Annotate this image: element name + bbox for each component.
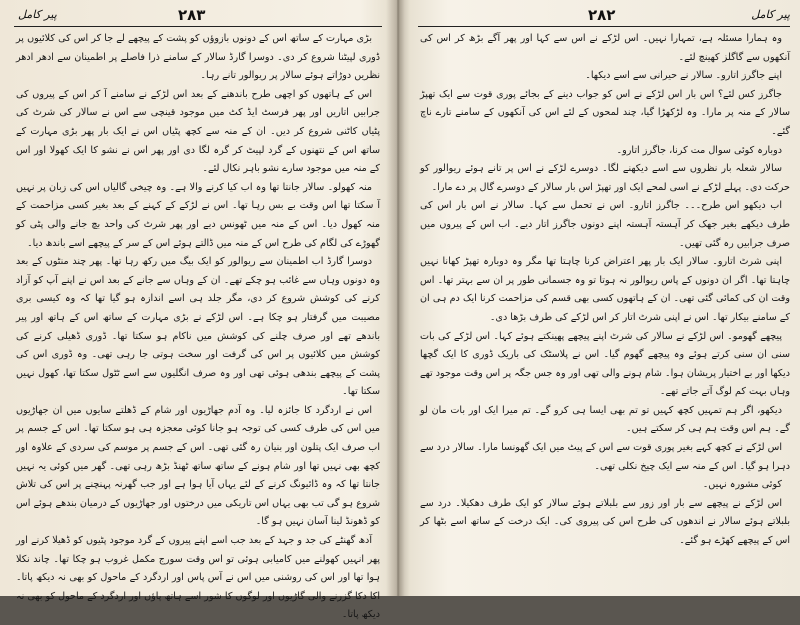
right-page-body <box>420 30 790 590</box>
left-running-header <box>18 6 378 26</box>
right-page-number: ۲۸۲ <box>588 6 616 24</box>
right-paragraph-4: دوبارہ کوئی سوال مت کرنا، جاگرز اتارو۔ <box>616 144 782 156</box>
left-paragraph-6: آدھ گھنٹے کی جد و جہد کے بعد جب اسے اپنے پیروں کے گرد موجود پٹیوں کو ڈھیلا کرنے اور پھر انہیں کھولنے میں کامیابی ہوئی تو اس وقت سورج مکمل غروب ہو چکا تھا۔ چاند نکلا ہوا تھا اور اس کی روشنی میں اس نے آس پاس اور اردگرد کے ماحول کو بھی نہ دیکھ پاتا۔ اکا دکا گزرنے والی گاڑیوں اور لوگوں کا شور اسے ہاتھ پاؤں اور اردگرد کے ماحول کو بھی نہ دیکھ پاتا۔ <box>16 535 380 621</box>
left-header-rule <box>14 26 382 27</box>
right-book-title: پیر کامل <box>751 8 790 21</box>
right-paragraph-10: اس لڑکے نے کچھ کہے بغیر پوری قوت سے اس کے پیٹ میں ایک گھونسا مارا۔ سالار درد سے دہرا ہو گیا۔ اس کے منہ سے ایک چیخ نکلی تھی۔ <box>420 442 790 472</box>
right-running-header <box>418 6 790 26</box>
right-paragraph-2: اپنے جاگرز اتارو۔ سالار نے حیرانی سے اسے دیکھا۔ <box>585 70 782 82</box>
left-page-body <box>16 30 380 621</box>
right-paragraph-7: اپنی شرٹ اتارو۔ سالار ایک بار پھر اعتراض کرنا چاہتا تھا مگر وہ دوبارہ تھپڑ کھانا نہیں چاہتا تھا۔ اگر ان دونوں کے پاس ریوالور نہ ہوتا تو وہ جسمانی طور پر ان سے بہتر تھا۔ اس وقت ان کی کمائی گئی تھی۔ ان کے ہاتھوں کسی بھی قسم کی مزاحمت کرنا ایک دم ہی ان کے سامنے بیکار تھا۔ اس نے اپنی شرٹ اتار کر اس لڑکے کی طرف بڑھا دی۔ <box>420 256 790 323</box>
right-paragraph-9: دیکھو، اگر ہم تمہیں کچھ کہیں تو تم بھی ایسا ہی کرو گے۔ تم میرا ایک اور بات مان لو گے۔ ہم اس وقت ہم ہی کر سکتے ہیں۔ <box>420 404 790 435</box>
left-paragraph-2: اس کے ہاتھوں کو اچھی طرح باندھنے کے بعد اس لڑکے نے سامنے آ کر اس کے پیروں کی جرابیں اتاریں اور پھر فرسٹ ایڈ کٹ میں موجود قینچی سے اس نے سالار کی شرٹ کی پٹیاں کاٹنی شروع کر دیں۔ ان کے منہ سے کچھ پٹیاں اس نے ایک بار پھر بڑی مہارت کے ساتھ اس کے نتھنوں کے گرد لپیٹ کر گرہ لگا دی اور پھر اس نے نشو کا ایک کھولا اور اس کے منہ میں موجود سارے نشو باہر نکال لئے۔ <box>16 88 380 175</box>
right-paragraph-1: وہ ہمارا مسئلہ ہے، تمہارا نہیں۔ اس لڑکے نے اس سے کہا اور پھر آگے بڑھ کر اس کی آنکھوں سے گاگلز کھینچ لئے۔ <box>420 33 790 63</box>
right-paragraph-6: اب دیکھو اس طرح۔۔۔ جاگرز اتارو۔ اس نے تحمل سے کہا۔ سالار نے اس بار اس کی طرف دیکھے بغیر جھک کر آہستہ آہستہ اپنے دونوں جاگرز اتار دیے۔ اب اس کے پیروں میں صرف جرابیں رہ گئی تھیں۔ <box>420 200 790 249</box>
right-page <box>404 0 800 596</box>
right-paragraph-11: کوئی مشورہ نہیں۔ <box>702 479 782 491</box>
right-paragraph-5: سالار شعلہ بار نظروں سے اسے دیکھنے لگا۔ دوسرے لڑکے نے اس پر تانے ہوئے ریوالور کو حرکت دی۔ پہلے لڑکے نے اسی لمحے ایک اور تھپڑ اس بار سالار کے دوسرے گال پر دے مارا۔ <box>420 163 790 193</box>
left-paragraph-3: منہ کھولو۔ سالار جانتا تھا وہ اب کیا کرنے والا ہے۔ وہ چیخی گالیاں اس کی زبان پر نہیں آ سکتا تھا اس وقت بے بس رہا تھا۔ اس نے لڑکے کے کہنے کے بعد بغیر کسی مزاحمت کے منہ کھول دیا۔ اس کے منہ میں ٹھونس دیے اور پھر شرٹ کی واحد بچ جانے والی پٹی کو گھوڑے کی لگام کی طرح اس کے منہ میں ڈالتے ہوئے اس کے سر کے پیچھے اسے باندھ دیا۔ <box>16 181 380 249</box>
right-paragraph-3: جاگرز کس لئے؟ اس بار اس لڑکے نے اس کو جواب دینے کے بجائے پوری قوت سے ایک تھپڑ سالار کے منہ پر مارا۔ وہ لڑکھڑا گیا، چند لمحوں کے لئے اس کی آنکھوں کے سامنے تارے ناچ گئے۔ <box>420 88 790 137</box>
left-page-number: ۲۸۳ <box>178 6 206 24</box>
left-paragraph-4: دوسرا گارڈ اب اطمینان سے ریوالور کو ایک بیگ میں رکھ رہا تھا۔ پھر چند منٹوں کے بعد وہ دونوں وہاں سے غائب ہو چکے تھے۔ ان کے وہاں سے جانے کے بعد اس نے اپنے آپ کو آزاد کرنے کی کوشش شروع کر دی، مگر جلد ہی اسے اندازہ ہو گیا تھا کہ وہ کیسی بری مصیبت میں گرفتار ہو چکا ہے۔ اس لڑکے نے بڑی مہارت کے ساتھ اس کے ہاتھ اور پیر باندھے تھے اور صرف چلنے کی کوشش میں ناکام ہو سکتا تھا۔ ڈوری ڈھیلی کرنے کی کوشش میں کلائیوں پر اس کی گرفت اور سخت ہوتی جا رہی تھی۔ وہ ڈوری اس کی پشت کے پیچھے بندھی ہوئی تھی اور وہ صرف انگلیوں سے اسے ٹٹول سکتا تھا، کھول نہیں سکتا تھا۔ <box>16 256 380 398</box>
left-book-title: پیر کامل <box>18 8 57 21</box>
right-header-rule <box>418 26 790 27</box>
left-paragraph-1: بڑی مہارت کے ساتھ اس کے دونوں بازوؤں کو پشت کے پیچھے لے جا کر اس کی کلائیوں پر ڈوری لپیٹنا شروع کر دی۔ دوسرا گارڈ سالار کے سامنے ذرا فاصلے پر اطمینان سے ادھر ادھر نظریں دوڑاتے ہوئے سالار پر ریوالور تانے رہا۔ <box>16 33 380 82</box>
right-paragraph-8: پیچھے گھومو۔ اس لڑکے نے سالار کی شرٹ اپنے پیچھے پھینکتے ہوئے کہا۔ اس لڑکے کی بات سنی ان سنی کرتے ہوئے وہ پیچھے گھوم گیا۔ اس نے پلاسٹک کی باریک ڈوری کا ایک گچھا دیکھا اور بے اختیار پریشان ہوا۔ شام ہونے والی تھی اور وہ جس جگہ پر اس وقت موجود تھے وہاں بہت کم لوگ آتے جاتے تھے۔ <box>420 330 790 398</box>
right-paragraph-12: اس لڑکے نے پیچھے سے بار اور زور سے بلبلاتے ہوئے سالار کو ایک طرف دھکیلا۔ درد سے بلبلاتے ہوئے سالار نے اندھوں کی طرح اس کی پیروی کی۔ ایک درخت کے ساتھ اسے بٹھا کر اس کے پیچھے کھڑے ہو گئے۔ <box>420 497 790 547</box>
left-page <box>0 0 392 621</box>
left-paragraph-5: اس نے اردگرد کا جائزہ لیا۔ وہ آدم جھاڑیوں اور شام کے ڈھلتے سایوں میں ان جھاڑیوں میں اس کی طرف کسی کی توجہ ہو جانا کوئی معجزہ ہی ہو سکتا تھا۔ اس کے جسم پر اب صرف ایک پتلون اور بنیان رہ گئی تھی۔ اس کے جسم پر موسم کی سردی کے علاوہ اور کچھ بھی نہیں تھا اور شام ہونے کے ساتھ ساتھ ٹھنڈ بڑھ رہی تھی۔ گھر میں کوئی یہ نہیں جانتا تھا کہ وہ ڈائیونگ کرنے کے لئے یہاں آیا ہوا ہے اور جب گھرنہ پہنچنے پر اس کی تلاش شروع ہو گی تب بھی یہاں اس تاریکی میں درختوں اور جھاڑیوں کے درمیان بندھے ہوئے اس کو ڈھونڈ لینا آسان نہیں ہو گا۔ <box>16 404 380 528</box>
